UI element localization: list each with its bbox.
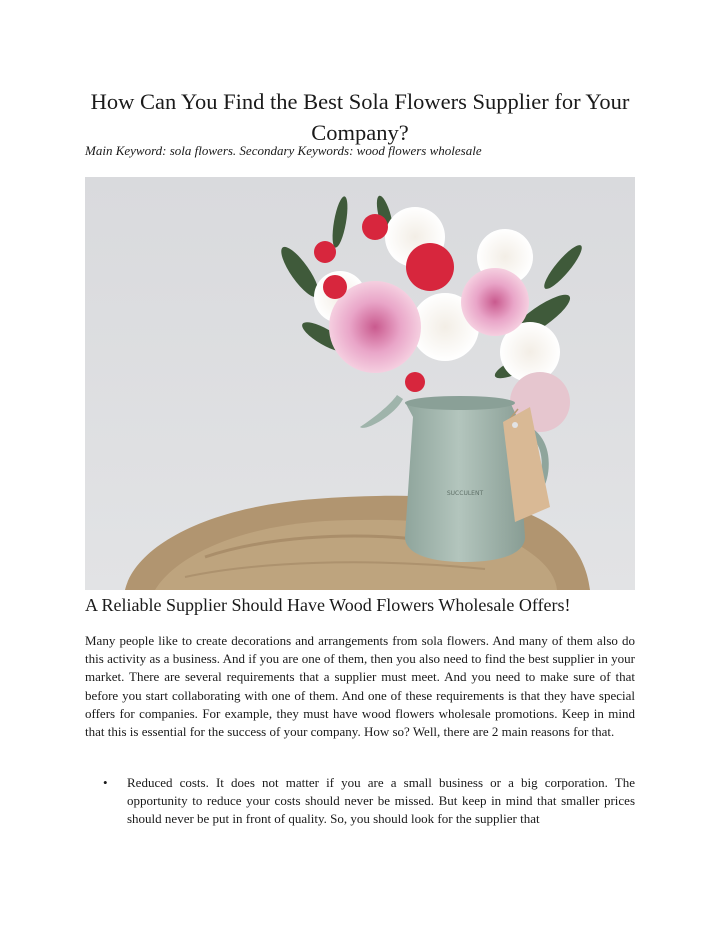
bullet-text: Reduced costs. It does not matter if you are a small business or a big corporation. The opportunity to reduce your costs should never be missed. But keep in mind that smaller prices should never be put in front of quality. So, you should look for the supplier that: [127, 775, 635, 827]
document-title: How Can You Find the Best Sola Flowers Supplier for Your Company?: [90, 89, 630, 145]
bullet-marker: •: [103, 775, 108, 790]
svg-text:SUCCULENT: SUCCULENT: [446, 490, 484, 497]
body-paragraph: Many people like to create decorations and arrangements from sola flowers. And many of them also do this activity as a business. And if you are one of them, then you also need to find the best supplier in your market. There are several requirements that a supplier must meet. And you need to make sure of that before you start collaborating with one of them. And one of these requirements is that they have special offers for companies. For example, they must have wood flowers wholesale promotions. Keep in mind that this is essential for the success of your company. How so? Well, there are 2 main reasons for that.: [85, 633, 635, 740]
bullet-list: [85, 774, 635, 829]
keywords-line: Main Keyword: sola flowers. Secondary Keywords: wood flowers wholesale: [85, 143, 482, 158]
bouquet-photo: [85, 177, 635, 590]
section-heading: A Reliable Supplier Should Have Wood Flowers Wholesale Offers!: [85, 595, 571, 615]
list-item: [85, 774, 635, 829]
